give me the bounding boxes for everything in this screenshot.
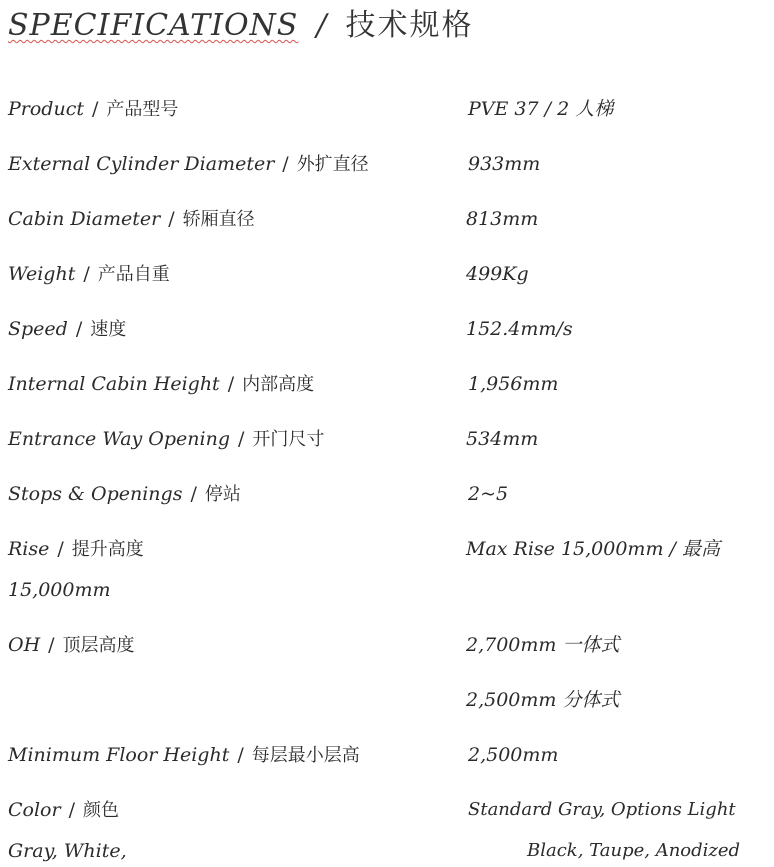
label-cn: 颜色 [82,800,119,821]
spec-label-oh [8,633,135,657]
page-title [8,0,474,43]
label-cn: 外扩直径 [296,154,369,175]
spec-label-minimum-floor-height [8,743,360,767]
label-separator: / [48,634,55,656]
spec-value-minimum-floor-height: 2,500mm [468,744,559,766]
title-english: SPECIFICATIONS [8,8,299,43]
label-separator: / [68,799,75,821]
label-separator: / [91,98,99,120]
spec-label-external-cylinder-diameter [8,152,369,176]
label-cn: 内部高度 [242,374,315,395]
label-separator: / [168,208,175,230]
spec-value-product: PVE 37 / 2 人梯 [468,98,614,120]
label-separator: / [282,153,289,175]
label-en: Speed [8,318,68,340]
label-en: Rise [8,538,50,560]
label-en: External Cylinder Diameter [8,153,275,175]
label-separator: / [75,318,83,340]
label-en: OH [8,634,41,656]
label-cn: 停站 [204,484,241,505]
label-cn: 轿厢直径 [182,209,255,230]
label-cn: 产品自重 [97,264,170,285]
label-separator: / [227,373,235,395]
label-separator: / [190,483,197,505]
spec-label-color [8,798,119,822]
spec-value-weight: 499Kg [466,263,529,285]
label-en: Color [8,799,61,821]
spec-value-rise: Max Rise 15,000mm / 最高 [466,538,720,560]
spec-label-rise [8,537,144,561]
label-cn: 产品型号 [106,99,179,120]
spec-value-speed: 152.4mm/s [466,318,573,340]
spec-value-external-cylinder-diameter: 933mm [468,153,541,175]
spec-label-speed [8,317,126,341]
label-separator: / [83,263,90,285]
spec-label-internal-cabin-height [8,372,314,396]
label-cn: 提升高度 [71,539,144,560]
label-separator: / [238,428,245,450]
spec-value-color-continuation-left: Gray, White, [8,840,127,862]
spec-value-internal-cabin-height: 1,956mm [468,373,559,395]
spec-value-color-continuation-right: Black, Taupe, Anodized [527,840,741,861]
label-en: Internal Cabin Height [8,373,220,395]
label-en: Entrance Way Opening [8,428,230,450]
label-en: Weight [8,263,76,285]
label-cn: 每层最小层高 [251,745,360,766]
spec-label-product [8,97,178,121]
label-separator: / [237,744,244,766]
title-chinese: 技术规格 [345,8,474,43]
spec-label-stops-openings [8,482,241,506]
spec-value-oh-integrated: 2,700mm 一体式 [466,634,620,656]
spec-value-cabin-diameter: 813mm [466,208,539,230]
label-en: Stops & Openings [8,483,183,505]
label-separator: / [57,538,64,560]
title-separator: / [316,8,328,43]
label-cn: 速度 [90,319,127,340]
spec-value-stops-openings: 2~5 [468,483,509,505]
label-en: Product [8,98,84,120]
spec-value-entrance-way-opening: 534mm [466,428,539,450]
label-en: Cabin Diameter [8,208,161,230]
spec-label-entrance-way-opening [8,427,324,451]
label-cn: 顶层高度 [62,635,135,656]
spec-label-weight [8,262,170,286]
spec-value-color: Standard Gray, Options Light [468,799,736,820]
spec-label-cabin-diameter [8,207,255,231]
spec-value-oh-split: 2,500mm 分体式 [466,689,620,711]
spec-value-rise-continuation: 15,000mm [8,579,111,601]
label-cn: 开门尺寸 [252,429,325,450]
label-en: Minimum Floor Height [8,744,230,766]
